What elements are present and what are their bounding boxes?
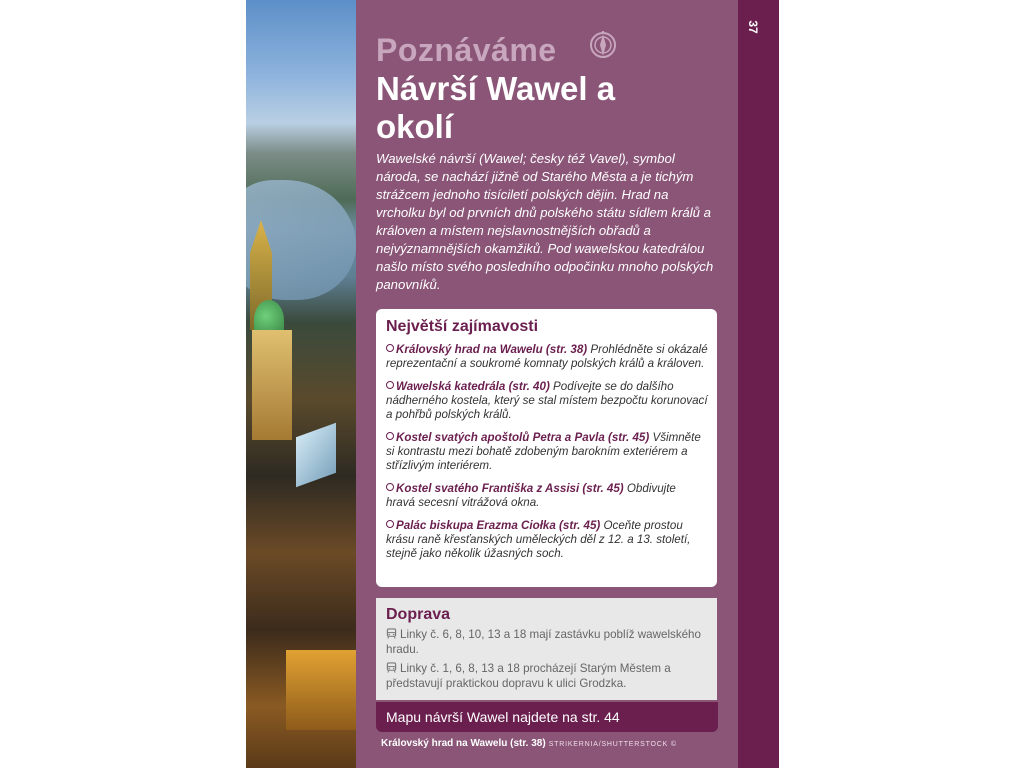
- highlights-list: [386, 343, 708, 570]
- bullet-icon: [386, 432, 394, 440]
- highlight-name: Wawelská katedrála (str. 40): [396, 380, 550, 393]
- photo-caption: [381, 738, 677, 749]
- bullet-icon: [386, 381, 394, 389]
- bullet-icon: [386, 520, 394, 528]
- page-number: 37: [746, 20, 760, 34]
- transport-item: [386, 627, 708, 657]
- highlight-item: [386, 482, 708, 510]
- highlights-box: [376, 309, 717, 587]
- highlight-text: Obdivujte hravá secesní vitrážová okna.: [386, 482, 676, 509]
- compass-icon: [588, 30, 618, 60]
- highlight-item: [386, 431, 708, 473]
- highlight-text: Podívejte se do dalšího nádherného kostela, který se stal místem bezpočtu korunovací a pohřbů polských králů.: [386, 380, 708, 421]
- photo-credit: STRIKERNIA/SHUTTERSTOCK ©: [548, 741, 677, 748]
- highlight-item: [386, 380, 708, 422]
- transport-text: Linky č. 1, 6, 8, 13 a 18 procházejí Starým Městem a představují praktickou dopravu k ulici Grodzka.: [386, 662, 671, 690]
- photo-tower: [252, 330, 292, 440]
- transport-heading: Doprava: [386, 606, 451, 623]
- bullet-icon: [386, 483, 394, 491]
- highlight-text: Všimněte si kontrastu mezi bohatě zdobeným barokním exteriérem a střízlivým interiérem.: [386, 431, 701, 472]
- transport-text: Linky č. 6, 8, 10, 13 a 18 mají zastávku poblíž wawelského hradu.: [386, 628, 701, 656]
- highlight-text: Prohlédněte si okázalé reprezentační a soukromé komnaty polských králů a královen.: [386, 343, 708, 370]
- highlight-item: [386, 519, 708, 561]
- photo-glass-roof: [296, 423, 336, 488]
- highlight-name: Palác biskupa Erazma Ciołka (str. 45): [396, 519, 601, 532]
- caption-text: Královský hrad na Wawelu (str. 38): [381, 738, 546, 749]
- highlight-name: Kostel svatých apoštolů Petra a Pavla (str. 45): [396, 431, 650, 444]
- transport-list: [386, 627, 708, 695]
- tram-icon: [386, 662, 397, 673]
- transport-item: [386, 661, 708, 691]
- highlight-text: Oceňte prostou krásu raně křesťanských uměleckých děl z 12. a 13. století, stejně jako několik úžasných soch.: [386, 519, 691, 560]
- cover-photo: [246, 0, 356, 768]
- map-reference: Mapu návrší Wawel najdete na str. 44: [376, 702, 718, 732]
- intro-text: Wawelské návrší (Wawel; česky též Vavel), symbol národa, se nachází jižně od Starého Města a je tichým strážcem jednoho tisíciletí polských dějin. Hrad na vrcholku byl od prvních dnů polského státu sídlem králů a královen a místem nejslavnostnějších obřadů a nejvýznamnějších okamžiků. Pod wawelskou katedrálou našlo místo svého posledního odpočinku mnoho polských panovníků.: [376, 151, 714, 292]
- transport-box: [376, 598, 717, 700]
- page-title: Návrší Wawel a okolí: [376, 70, 616, 145]
- section-kicker: Poznáváme: [376, 32, 557, 68]
- highlight-name: Kostel svatého Františka z Assisi (str. 45): [396, 482, 624, 495]
- highlight-name: Královský hrad na Wawelu (str. 38): [396, 343, 588, 356]
- highlight-item: [386, 343, 708, 371]
- side-strip: [738, 0, 779, 768]
- photo-roof: [286, 650, 356, 730]
- bullet-icon: [386, 344, 394, 352]
- tram-icon: [386, 628, 397, 639]
- highlights-heading: Největší zajímavosti: [386, 318, 539, 335]
